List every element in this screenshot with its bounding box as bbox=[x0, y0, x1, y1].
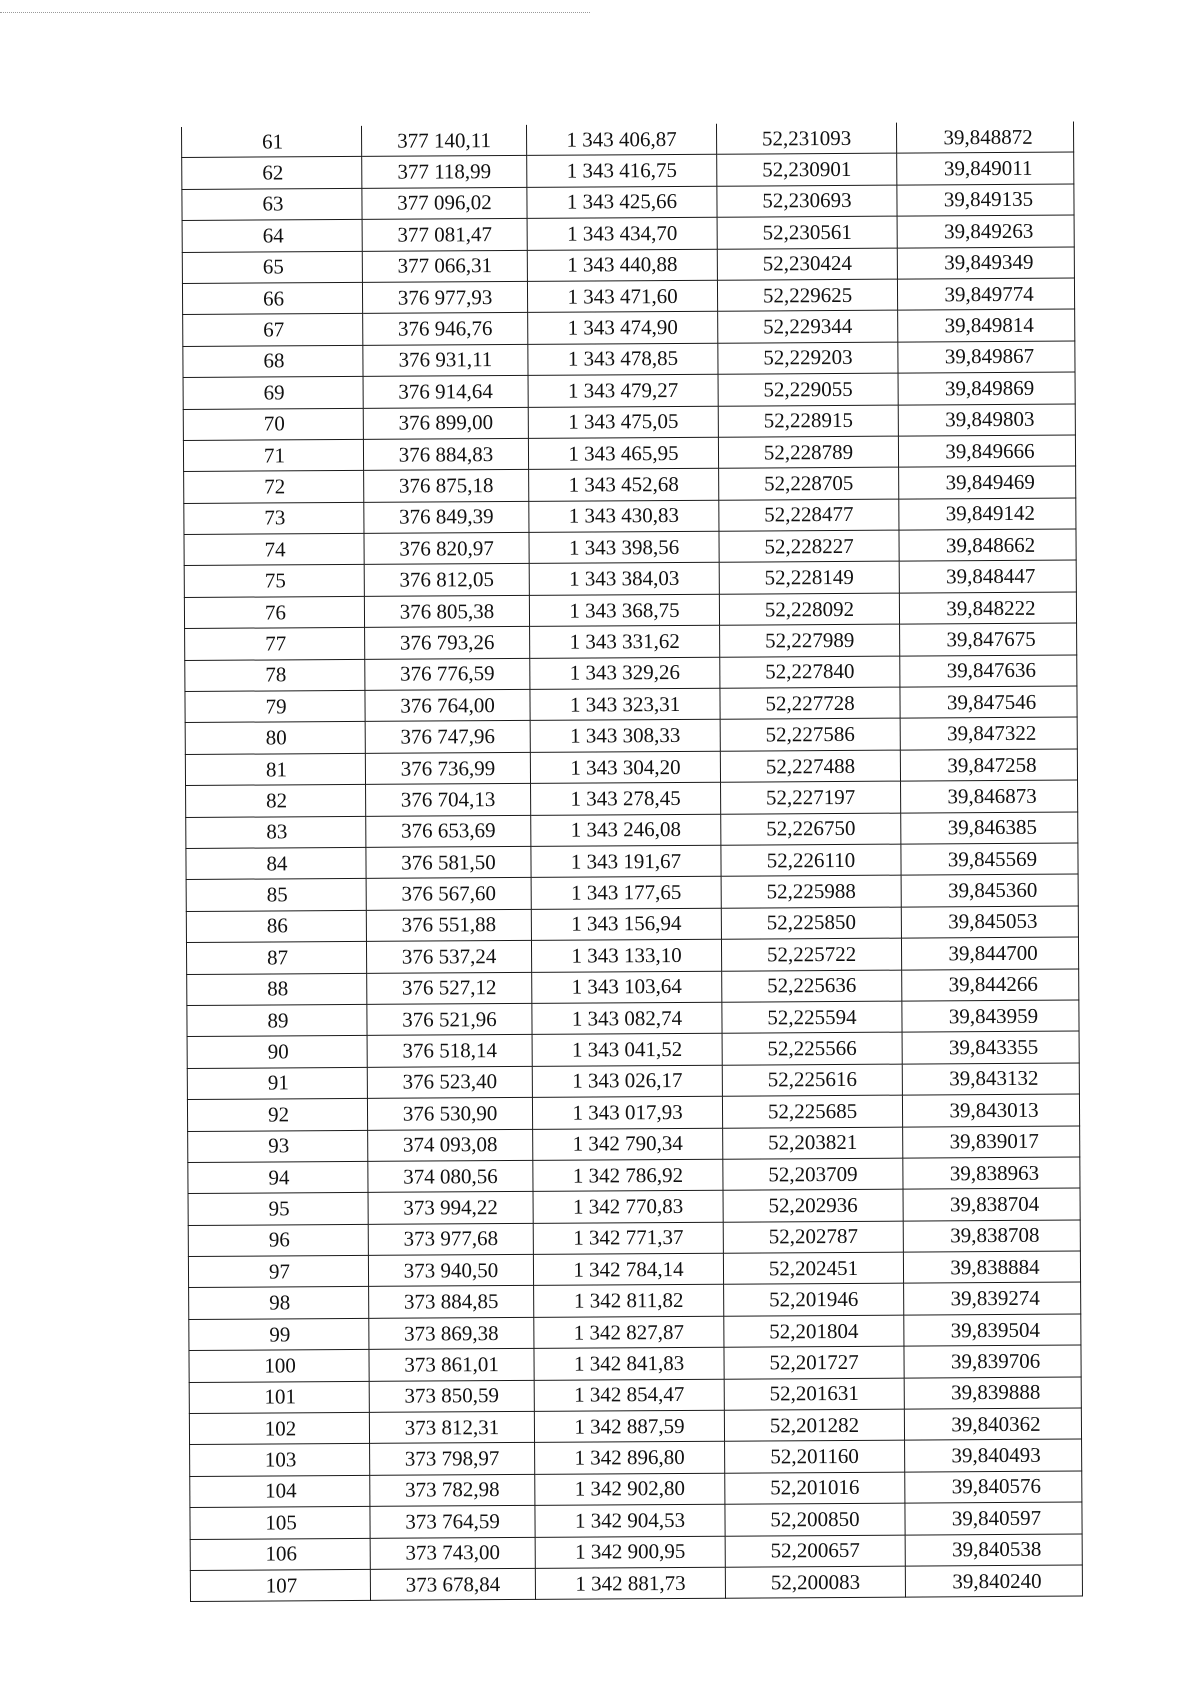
x-coordinate-cell: 376 704,13 bbox=[366, 784, 531, 816]
point-number-cell: 101 bbox=[189, 1381, 369, 1413]
longitude-cell: 39,849142 bbox=[899, 498, 1076, 530]
latitude-cell: 52,225594 bbox=[722, 1001, 902, 1033]
longitude-cell: 39,847675 bbox=[900, 623, 1077, 655]
x-coordinate-cell: 376 523,40 bbox=[367, 1066, 532, 1098]
latitude-cell: 52,230901 bbox=[717, 154, 897, 186]
latitude-cell: 52,225685 bbox=[722, 1095, 902, 1127]
point-number-cell: 90 bbox=[187, 1036, 367, 1068]
latitude-cell: 52,228227 bbox=[719, 530, 899, 562]
y-coordinate-cell: 1 343 017,93 bbox=[532, 1096, 722, 1129]
point-number-cell: 76 bbox=[184, 596, 364, 628]
latitude-cell: 52,226750 bbox=[721, 813, 901, 845]
point-number-cell: 97 bbox=[188, 1255, 368, 1287]
longitude-cell: 39,843013 bbox=[902, 1094, 1079, 1126]
x-coordinate-cell: 373 764,59 bbox=[370, 1506, 535, 1538]
latitude-cell: 52,225636 bbox=[722, 970, 902, 1002]
latitude-cell: 52,228915 bbox=[718, 405, 898, 437]
latitude-cell: 52,201727 bbox=[724, 1346, 904, 1378]
longitude-cell: 39,840362 bbox=[904, 1408, 1081, 1440]
y-coordinate-cell: 1 343 398,56 bbox=[529, 531, 719, 564]
x-coordinate-cell: 376 747,96 bbox=[365, 721, 530, 753]
x-coordinate-cell: 376 764,00 bbox=[365, 689, 530, 721]
point-number-cell: 87 bbox=[186, 942, 366, 974]
x-coordinate-cell: 376 899,00 bbox=[363, 407, 528, 439]
point-number-cell: 98 bbox=[189, 1287, 369, 1319]
point-number-cell: 75 bbox=[184, 565, 364, 597]
point-number-cell: 77 bbox=[185, 628, 365, 660]
x-coordinate-cell: 373 678,84 bbox=[370, 1568, 535, 1600]
y-coordinate-cell: 1 343 026,17 bbox=[532, 1065, 722, 1098]
latitude-cell: 52,200657 bbox=[725, 1535, 905, 1567]
y-coordinate-cell: 1 343 278,45 bbox=[531, 782, 721, 815]
point-number-cell: 107 bbox=[190, 1569, 370, 1601]
point-number-cell: 69 bbox=[183, 377, 363, 409]
longitude-cell: 39,849469 bbox=[899, 466, 1076, 498]
latitude-cell: 52,225988 bbox=[721, 875, 901, 907]
longitude-cell: 39,848872 bbox=[896, 122, 1073, 154]
x-coordinate-cell: 376 977,93 bbox=[362, 281, 527, 313]
y-coordinate-cell: 1 343 191,67 bbox=[531, 845, 721, 878]
latitude-cell: 52,227586 bbox=[720, 719, 900, 751]
y-coordinate-cell: 1 343 440,88 bbox=[527, 249, 717, 282]
y-coordinate-cell: 1 343 133,10 bbox=[531, 939, 721, 972]
y-coordinate-cell: 1 342 784,14 bbox=[533, 1253, 723, 1286]
coordinates-table bbox=[181, 122, 1083, 1603]
y-coordinate-cell: 1 343 331,62 bbox=[530, 625, 720, 658]
longitude-cell: 39,849803 bbox=[898, 404, 1075, 436]
latitude-cell: 52,229344 bbox=[718, 310, 898, 342]
x-coordinate-cell: 373 994,22 bbox=[368, 1192, 533, 1224]
latitude-cell: 52,225616 bbox=[722, 1064, 902, 1096]
latitude-cell: 52,228705 bbox=[719, 467, 899, 499]
point-number-cell: 63 bbox=[182, 188, 362, 220]
x-coordinate-cell: 376 527,12 bbox=[367, 972, 532, 1004]
x-coordinate-cell: 373 977,68 bbox=[368, 1223, 533, 1255]
y-coordinate-cell: 1 343 177,65 bbox=[531, 877, 721, 910]
y-coordinate-cell: 1 343 156,94 bbox=[531, 908, 721, 941]
point-number-cell: 95 bbox=[188, 1193, 368, 1225]
point-number-cell: 73 bbox=[184, 502, 364, 534]
x-coordinate-cell: 376 653,69 bbox=[366, 815, 531, 847]
y-coordinate-cell: 1 342 790,34 bbox=[533, 1128, 723, 1161]
longitude-cell: 39,849135 bbox=[897, 184, 1074, 216]
longitude-cell: 39,846873 bbox=[901, 780, 1078, 812]
y-coordinate-cell: 1 343 452,68 bbox=[529, 469, 719, 502]
y-coordinate-cell: 1 343 465,95 bbox=[528, 437, 718, 470]
x-coordinate-cell: 377 118,99 bbox=[362, 156, 527, 188]
point-number-cell: 103 bbox=[190, 1444, 370, 1476]
longitude-cell: 39,849774 bbox=[897, 278, 1074, 310]
x-coordinate-cell: 376 736,99 bbox=[365, 752, 530, 784]
longitude-cell: 39,838704 bbox=[903, 1188, 1080, 1220]
point-number-cell: 102 bbox=[189, 1412, 369, 1444]
y-coordinate-cell: 1 343 416,75 bbox=[527, 155, 717, 188]
longitude-cell: 39,849814 bbox=[898, 309, 1075, 341]
y-coordinate-cell: 1 343 082,74 bbox=[532, 1002, 722, 1035]
longitude-cell: 39,840538 bbox=[905, 1534, 1082, 1566]
y-coordinate-cell: 1 342 771,37 bbox=[533, 1222, 723, 1255]
longitude-cell: 39,843959 bbox=[902, 1000, 1079, 1032]
x-coordinate-cell: 376 521,96 bbox=[367, 1003, 532, 1035]
point-number-cell: 104 bbox=[190, 1475, 370, 1507]
point-number-cell: 78 bbox=[185, 659, 365, 691]
latitude-cell: 52,225566 bbox=[722, 1032, 902, 1064]
x-coordinate-cell: 373 850,59 bbox=[369, 1380, 534, 1412]
point-number-cell: 86 bbox=[186, 910, 366, 942]
latitude-cell: 52,200083 bbox=[725, 1566, 905, 1598]
point-number-cell: 71 bbox=[183, 439, 363, 471]
y-coordinate-cell: 1 343 304,20 bbox=[530, 751, 720, 784]
longitude-cell: 39,848447 bbox=[899, 561, 1076, 593]
point-number-cell: 72 bbox=[184, 471, 364, 503]
point-number-cell: 65 bbox=[182, 251, 362, 283]
y-coordinate-cell: 1 343 434,70 bbox=[527, 217, 717, 250]
longitude-cell: 39,845569 bbox=[901, 843, 1078, 875]
latitude-cell: 52,201946 bbox=[724, 1284, 904, 1316]
x-coordinate-cell: 377 096,02 bbox=[362, 187, 527, 219]
latitude-cell: 52,201016 bbox=[725, 1472, 905, 1504]
longitude-cell: 39,840240 bbox=[905, 1565, 1082, 1597]
latitude-cell: 52,203821 bbox=[723, 1127, 903, 1159]
x-coordinate-cell: 376 530,90 bbox=[367, 1097, 532, 1129]
longitude-cell: 39,847546 bbox=[900, 686, 1077, 718]
y-coordinate-cell: 1 343 041,52 bbox=[532, 1034, 722, 1067]
x-coordinate-cell: 377 081,47 bbox=[362, 219, 527, 251]
longitude-cell: 39,848662 bbox=[899, 529, 1076, 561]
y-coordinate-cell: 1 342 881,73 bbox=[535, 1567, 725, 1600]
y-coordinate-cell: 1 343 246,08 bbox=[531, 814, 721, 847]
longitude-cell: 39,838963 bbox=[903, 1157, 1080, 1189]
longitude-cell: 39,849666 bbox=[898, 435, 1075, 467]
longitude-cell: 39,849869 bbox=[898, 372, 1075, 404]
x-coordinate-cell: 376 884,83 bbox=[363, 438, 528, 470]
longitude-cell: 39,847636 bbox=[900, 655, 1077, 687]
longitude-cell: 39,839274 bbox=[904, 1282, 1081, 1314]
latitude-cell: 52,203709 bbox=[723, 1158, 903, 1190]
longitude-cell: 39,839504 bbox=[904, 1314, 1081, 1346]
point-number-cell: 92 bbox=[187, 1098, 367, 1130]
y-coordinate-cell: 1 343 430,83 bbox=[529, 500, 719, 533]
latitude-cell: 52,201160 bbox=[725, 1441, 905, 1473]
point-number-cell: 84 bbox=[186, 847, 366, 879]
latitude-cell: 52,228092 bbox=[719, 593, 899, 625]
point-number-cell: 68 bbox=[183, 345, 363, 377]
longitude-cell: 39,845360 bbox=[901, 874, 1078, 906]
y-coordinate-cell: 1 342 896,80 bbox=[535, 1442, 725, 1475]
x-coordinate-cell: 377 066,31 bbox=[362, 250, 527, 282]
point-number-cell: 85 bbox=[186, 879, 366, 911]
point-number-cell: 82 bbox=[186, 785, 366, 817]
longitude-cell: 39,844700 bbox=[901, 937, 1078, 969]
x-coordinate-cell: 376 581,50 bbox=[366, 846, 531, 878]
latitude-cell: 52,225722 bbox=[721, 938, 901, 970]
y-coordinate-cell: 1 342 770,83 bbox=[533, 1190, 723, 1223]
longitude-cell: 39,840576 bbox=[905, 1471, 1082, 1503]
longitude-cell: 39,838708 bbox=[903, 1220, 1080, 1252]
top-dotted-rule bbox=[0, 12, 590, 13]
x-coordinate-cell: 373 798,97 bbox=[370, 1443, 535, 1475]
x-coordinate-cell: 376 567,60 bbox=[366, 878, 531, 910]
y-coordinate-cell: 1 343 329,26 bbox=[530, 657, 720, 690]
longitude-cell: 39,849349 bbox=[897, 247, 1074, 279]
x-coordinate-cell: 376 776,59 bbox=[365, 658, 530, 690]
point-number-cell: 62 bbox=[182, 157, 362, 189]
longitude-cell: 39,840493 bbox=[905, 1439, 1082, 1471]
longitude-cell: 39,843355 bbox=[902, 1031, 1079, 1063]
x-coordinate-cell: 376 849,39 bbox=[364, 501, 529, 533]
latitude-cell: 52,202451 bbox=[723, 1252, 903, 1284]
longitude-cell: 39,840597 bbox=[905, 1502, 1082, 1534]
longitude-cell: 39,847322 bbox=[900, 717, 1077, 749]
coordinates-table-body bbox=[181, 122, 1082, 1602]
y-coordinate-cell: 1 342 786,92 bbox=[533, 1159, 723, 1192]
y-coordinate-cell: 1 343 406,87 bbox=[526, 124, 716, 156]
y-coordinate-cell: 1 342 841,83 bbox=[534, 1347, 724, 1380]
x-coordinate-cell: 376 805,38 bbox=[364, 595, 529, 627]
latitude-cell: 52,225850 bbox=[721, 907, 901, 939]
point-number-cell: 96 bbox=[188, 1224, 368, 1256]
longitude-cell: 39,848222 bbox=[899, 592, 1076, 624]
latitude-cell: 52,201282 bbox=[724, 1409, 904, 1441]
x-coordinate-cell: 376 551,88 bbox=[366, 909, 531, 941]
x-coordinate-cell: 373 743,00 bbox=[370, 1537, 535, 1569]
y-coordinate-cell: 1 343 425,66 bbox=[527, 186, 717, 219]
latitude-cell: 52,229203 bbox=[718, 342, 898, 374]
point-number-cell: 100 bbox=[189, 1350, 369, 1382]
point-number-cell: 106 bbox=[190, 1538, 370, 1570]
latitude-cell: 52,227989 bbox=[720, 624, 900, 656]
point-number-cell: 70 bbox=[183, 408, 363, 440]
x-coordinate-cell: 376 914,64 bbox=[363, 376, 528, 408]
point-number-cell: 91 bbox=[187, 1067, 367, 1099]
y-coordinate-cell: 1 342 902,80 bbox=[535, 1473, 725, 1506]
y-coordinate-cell: 1 342 854,47 bbox=[534, 1379, 724, 1412]
y-coordinate-cell: 1 342 827,87 bbox=[534, 1316, 724, 1349]
y-coordinate-cell: 1 343 471,60 bbox=[527, 280, 717, 313]
y-coordinate-cell: 1 342 904,53 bbox=[535, 1504, 725, 1537]
point-number-cell: 64 bbox=[182, 220, 362, 252]
latitude-cell: 52,230561 bbox=[717, 216, 897, 248]
point-number-cell: 80 bbox=[185, 722, 365, 754]
y-coordinate-cell: 1 343 384,03 bbox=[529, 563, 719, 596]
x-coordinate-cell: 374 093,08 bbox=[368, 1129, 533, 1161]
y-coordinate-cell: 1 343 475,05 bbox=[528, 406, 718, 439]
y-coordinate-cell: 1 343 368,75 bbox=[529, 594, 719, 627]
point-number-cell: 74 bbox=[184, 533, 364, 565]
latitude-cell: 52,227728 bbox=[720, 687, 900, 719]
latitude-cell: 52,230693 bbox=[717, 185, 897, 217]
x-coordinate-cell: 376 518,14 bbox=[367, 1035, 532, 1067]
longitude-cell: 39,844266 bbox=[902, 969, 1079, 1001]
longitude-cell: 39,839017 bbox=[903, 1126, 1080, 1158]
x-coordinate-cell: 373 869,38 bbox=[369, 1317, 534, 1349]
point-number-cell: 66 bbox=[182, 282, 362, 314]
latitude-cell: 52,228477 bbox=[719, 499, 899, 531]
longitude-cell: 39,849263 bbox=[897, 215, 1074, 247]
x-coordinate-cell: 373 812,31 bbox=[369, 1411, 534, 1443]
x-coordinate-cell: 377 140,11 bbox=[361, 125, 526, 157]
x-coordinate-cell: 376 812,05 bbox=[364, 564, 529, 596]
x-coordinate-cell: 376 793,26 bbox=[365, 627, 530, 659]
latitude-cell: 52,227197 bbox=[721, 781, 901, 813]
latitude-cell: 52,202936 bbox=[723, 1189, 903, 1221]
longitude-cell: 39,849867 bbox=[898, 341, 1075, 373]
point-number-cell: 105 bbox=[190, 1507, 370, 1539]
latitude-cell: 52,228149 bbox=[719, 562, 899, 594]
longitude-cell: 39,849011 bbox=[897, 152, 1074, 184]
latitude-cell: 52,227488 bbox=[720, 750, 900, 782]
point-number-cell: 67 bbox=[183, 314, 363, 346]
point-number-cell: 99 bbox=[189, 1318, 369, 1350]
x-coordinate-cell: 376 537,24 bbox=[366, 941, 531, 973]
table-row bbox=[190, 1565, 1082, 1602]
x-coordinate-cell: 373 782,98 bbox=[370, 1474, 535, 1506]
x-coordinate-cell: 373 940,50 bbox=[368, 1254, 533, 1286]
latitude-cell: 52,229625 bbox=[717, 279, 897, 311]
latitude-cell: 52,201804 bbox=[724, 1315, 904, 1347]
latitude-cell: 52,228789 bbox=[718, 436, 898, 468]
point-number-cell: 81 bbox=[185, 753, 365, 785]
point-number-cell: 94 bbox=[188, 1161, 368, 1193]
y-coordinate-cell: 1 343 103,64 bbox=[532, 971, 722, 1004]
x-coordinate-cell: 376 875,18 bbox=[364, 470, 529, 502]
point-number-cell: 93 bbox=[188, 1130, 368, 1162]
latitude-cell: 52,230424 bbox=[717, 248, 897, 280]
y-coordinate-cell: 1 343 478,85 bbox=[528, 343, 718, 376]
latitude-cell: 52,201631 bbox=[724, 1378, 904, 1410]
y-coordinate-cell: 1 343 474,90 bbox=[528, 312, 718, 345]
latitude-cell: 52,231093 bbox=[716, 123, 896, 155]
x-coordinate-cell: 373 884,85 bbox=[369, 1286, 534, 1318]
y-coordinate-cell: 1 342 900,95 bbox=[535, 1536, 725, 1569]
y-coordinate-cell: 1 343 323,31 bbox=[530, 688, 720, 721]
y-coordinate-cell: 1 343 479,27 bbox=[528, 374, 718, 407]
latitude-cell: 52,227840 bbox=[720, 656, 900, 688]
y-coordinate-cell: 1 342 887,59 bbox=[534, 1410, 724, 1443]
y-coordinate-cell: 1 342 811,82 bbox=[534, 1285, 724, 1318]
point-number-cell: 79 bbox=[185, 690, 365, 722]
longitude-cell: 39,838884 bbox=[903, 1251, 1080, 1283]
x-coordinate-cell: 376 820,97 bbox=[364, 532, 529, 564]
longitude-cell: 39,846385 bbox=[901, 812, 1078, 844]
longitude-cell: 39,843132 bbox=[902, 1063, 1079, 1095]
latitude-cell: 52,229055 bbox=[718, 373, 898, 405]
point-number-cell: 89 bbox=[187, 1004, 367, 1036]
x-coordinate-cell: 374 080,56 bbox=[368, 1160, 533, 1192]
latitude-cell: 52,226110 bbox=[721, 844, 901, 876]
longitude-cell: 39,839888 bbox=[904, 1377, 1081, 1409]
longitude-cell: 39,847258 bbox=[900, 749, 1077, 781]
y-coordinate-cell: 1 343 308,33 bbox=[530, 720, 720, 753]
x-coordinate-cell: 373 861,01 bbox=[369, 1349, 534, 1381]
longitude-cell: 39,839706 bbox=[904, 1345, 1081, 1377]
x-coordinate-cell: 376 946,76 bbox=[363, 313, 528, 345]
latitude-cell: 52,202787 bbox=[723, 1221, 903, 1253]
longitude-cell: 39,845053 bbox=[901, 906, 1078, 938]
latitude-cell: 52,200850 bbox=[725, 1503, 905, 1535]
point-number-cell: 61 bbox=[181, 126, 361, 158]
point-number-cell: 83 bbox=[186, 816, 366, 848]
x-coordinate-cell: 376 931,11 bbox=[363, 344, 528, 376]
point-number-cell: 88 bbox=[187, 973, 367, 1005]
